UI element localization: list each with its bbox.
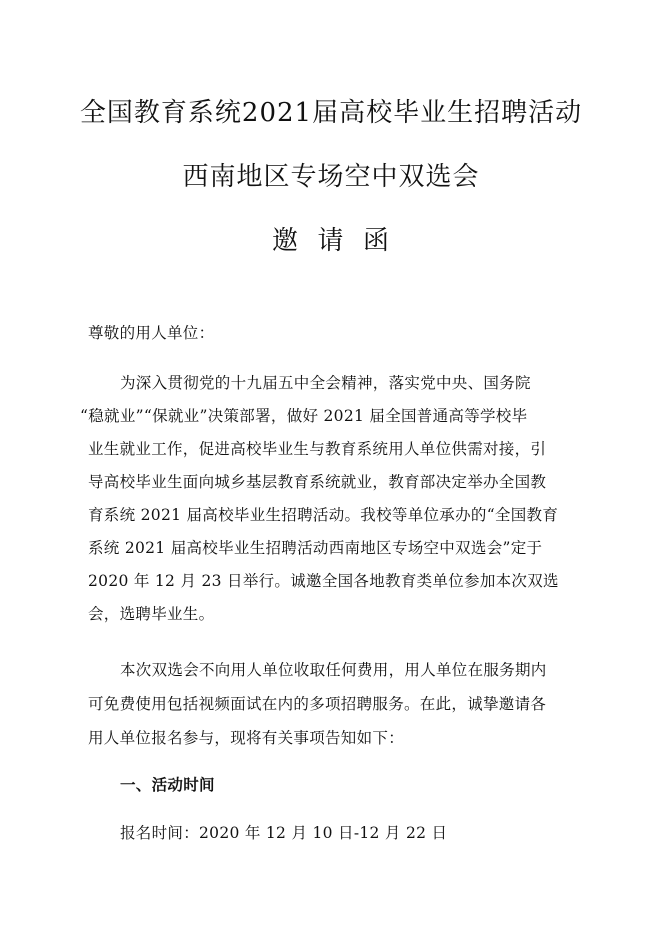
paragraph-line: 为深入贯彻党的十九届五中全会精神，落实党中央、国务院 (120, 374, 531, 392)
paragraph-line: 2020 年 12 月 23 日举行。诚邀全国各地教育类单位参加本次双选 (88, 572, 559, 590)
paragraph-line: 本次双选会不向用人单位收取任何费用，用人单位在服务期内 (120, 661, 547, 679)
paragraph-line: 用人单位报名参与，现将有关事项告知如下： (88, 729, 405, 747)
registration-time: 报名时间：2020 年 12 月 10 日-12 月 22 日 (120, 824, 448, 842)
paragraph-line: 育系统 2021 届高校毕业生招聘活动。我校等单位承办的“全国教育 (88, 506, 559, 524)
title-line-1: 全国教育系统2021届高校毕业生招聘活动 (79, 98, 583, 128)
title-line-3: 邀 请 函 (271, 226, 391, 256)
paragraph-line: “稳就业”“保就业”决策部署，做好 2021 届全国普通高等学校毕 (80, 407, 528, 425)
paragraph-line: 导高校毕业生面向城乡基层教育系统就业，教育部决定举办全国教 (88, 473, 547, 491)
paragraph-line: 业生就业工作，促进高校毕业生与教育系统用人单位供需对接，引 (88, 440, 547, 458)
salutation: 尊敬的用人单位： (88, 324, 215, 342)
paragraph-line: 可免费使用包括视频面试在内的多项招聘服务。在此，诚挚邀请各 (88, 695, 547, 713)
paragraph-line: 系统 2021 届高校毕业生招聘活动西南地区专场空中双选会”定于 (88, 539, 543, 557)
section-heading: 一、活动时间 (120, 775, 215, 794)
paragraph-line: 会，选聘毕业生。 (88, 605, 215, 623)
title-line-2: 西南地区专场空中双选会 (182, 162, 480, 192)
